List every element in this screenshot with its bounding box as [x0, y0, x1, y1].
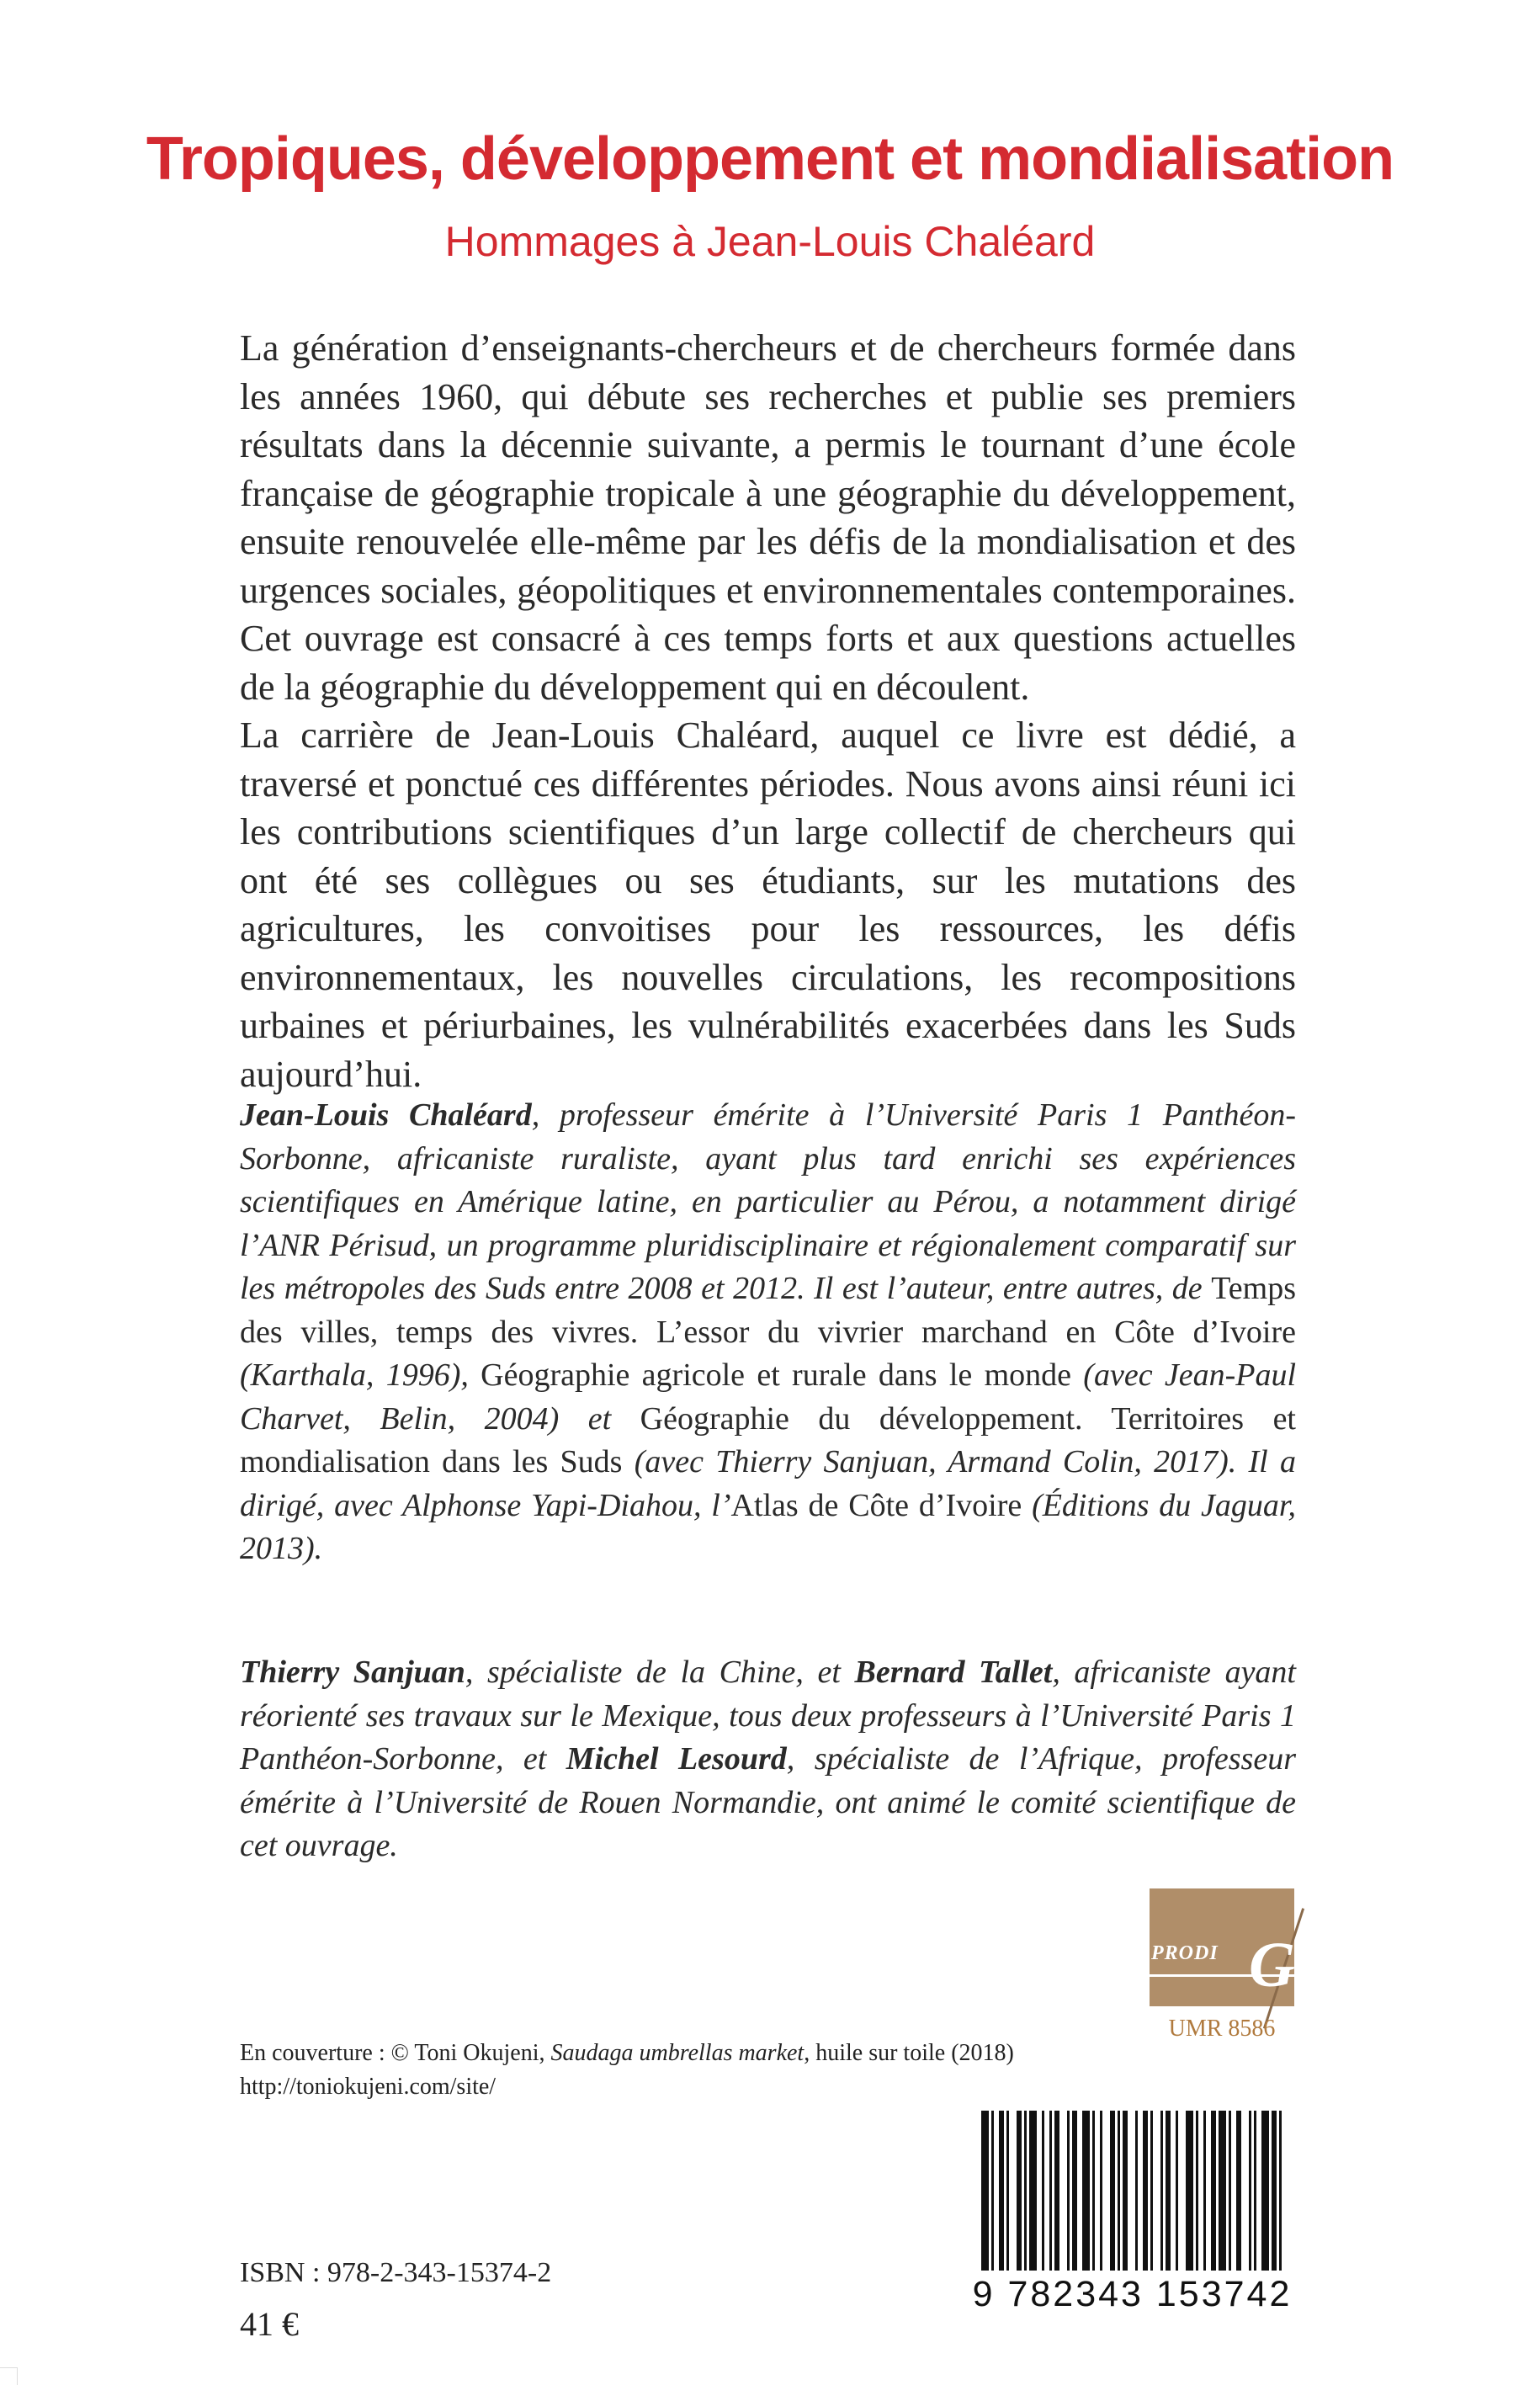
barcode-bar: [1236, 2111, 1241, 2271]
barcode-bar: [1279, 2111, 1282, 2271]
book-ref-3: Géographie du développement. Territoires et mondialisation dans les Suds: [240, 1400, 1296, 1479]
barcode-bar: [999, 2111, 1004, 2271]
barcode-bar: [1118, 2111, 1120, 2271]
barcode-digits: 9 782343 153742: [972, 2274, 1293, 2314]
barcode-bar: [1100, 2111, 1102, 2271]
barcode-bar: [1135, 2111, 1138, 2271]
book-title: Tropiques, développement et mondialisation: [146, 125, 1394, 193]
barcode-bar: [1110, 2111, 1115, 2271]
credit-suffix: , huile sur toile (2018): [804, 2040, 1014, 2066]
prodig-logo: [1150, 1888, 1294, 2006]
author-bio: [240, 1094, 1296, 1571]
barcode-bars: [966, 2107, 1298, 2276]
book-ref-2: Géographie agricole et rurale dans le monde: [481, 1357, 1072, 1393]
barcode-bar: [1203, 2111, 1206, 2271]
barcode-bar: [1166, 2111, 1171, 2271]
isbn: ISBN : 978-2-343-15374-2: [240, 2257, 552, 2288]
committee-name-3: Michel Lesourd: [566, 1741, 787, 1777]
author-name: Jean-Louis Chaléard: [240, 1097, 532, 1133]
bio-text-1: , professeur émérite à l’Université Paris 1 Panthéon-Sorbonne, africaniste ruraliste, ayant plus tard enrichi ses expériences scientifiques en Amérique latine, en particulier au Pérou, a notamment dirigé l’ANR Périsud, un programme pluridisciplinaire et régionalement comparatif sur les métropoles des Suds entre 2008 et 2012. Il est l’auteur, entre autres, de: [240, 1097, 1296, 1306]
barcode-bar: [1054, 2111, 1059, 2271]
committee-text-1: , spécialiste de la Chine, et: [465, 1655, 855, 1690]
committee-text-2: , africaniste ayant réorienté ses travaux sur le Mexique, tous deux professeurs à l’Université Paris 1 Panthéon-Sorbonne, et: [240, 1655, 1296, 1777]
barcode-bar: [1229, 2111, 1231, 2271]
bio-text-3: (avec Jean-Paul Charvet, Belin, 2004) et: [240, 1357, 1296, 1437]
book-subtitle: Hommages à Jean-Louis Chaléard: [444, 218, 1096, 265]
barcode-bar: [1150, 2111, 1153, 2271]
barcode-bar: [1067, 2111, 1070, 2271]
committee-text-3: , spécialiste de l’Afrique, professeur émérite à l’Université de Rouen Normandie, ont animé le comité scientifique de cet ouvrage.: [240, 1741, 1296, 1863]
cover-credit: [240, 2037, 1014, 2104]
blurb-paragraph-2: La carrière de Jean-Louis Chaléard, auquel ce livre est dédié, a traversé et ponctué ces différentes périodes. Nous avons ainsi réuni ici les contributions scientifiques d’un large collectif de chercheurs qui ont été ses collègues ou ses étudiants, sur les mutations des agricultures, les convoitises pour les ressources, les défis environnementaux, les nouvelles circulations, les recompositions urbaines et périurbaines, les vulnérabilités exacerbées dans les Suds aujourd’hui.: [240, 714, 1296, 1095]
blurb: [240, 324, 1296, 1098]
price: 41 €: [240, 2305, 299, 2343]
barcode-bar: [1017, 2111, 1022, 2271]
barcode-bar: [1211, 2111, 1216, 2271]
book-ref-4: Atlas de Côte d’Ivoire: [730, 1487, 1022, 1523]
bio-text-4: (avec Thierry Sanjuan, Armand Colin, 2017). Il a dirigé, avec Alphonse Yapi-Diahou, l’: [240, 1444, 1296, 1523]
barcode-bar: [1082, 2111, 1090, 2271]
barcode-bar: [1029, 2111, 1037, 2271]
book-ref-1: Temps des villes, temps des vivres. L’essor du vivrier marchand en Côte d’Ivoire: [240, 1271, 1296, 1350]
credit-work: Saudaga umbrellas market: [550, 2040, 805, 2066]
barcode-bar: [1049, 2111, 1052, 2271]
barcode-bar: [1072, 2111, 1077, 2271]
barcode-bar: [1024, 2111, 1027, 2271]
bio-text-2: (Karthala, 1996),: [240, 1357, 481, 1393]
barcode-bar: [1261, 2111, 1269, 2271]
credit-prefix: En couverture : © Toni Okujeni,: [240, 2040, 551, 2066]
committee-name-1: Thierry Sanjuan: [240, 1655, 465, 1690]
committee-text: [240, 1651, 1296, 1868]
barcode-bar: [1042, 2111, 1044, 2271]
barcode-bar: [1123, 2111, 1128, 2271]
barcode-bar: [1196, 2111, 1198, 2271]
credit-url: http://toniokujeni.com/site/: [240, 2074, 497, 2100]
barcode-bar: [1272, 2111, 1277, 2271]
credit-line: [240, 2037, 1014, 2070]
blurb-paragraph-1: La génération d’enseignants-chercheurs et de chercheurs formée dans les années 1960, qui débute ses recherches et publie ses premiers résultats dans la décennie suivante, a permis le tournant d’une école française de géographie tropicale à une géographie du développement, ensuite renouvelée elle-même par les défis de la mondialisation et des urgences sociales, géopolitiques et environnementales contemporaines. Cet ouvrage est consacré à ces temps forts et aux questions actuelles de la géographie du développement qui en découlent.: [240, 327, 1296, 708]
logo-letter: G: [1249, 1930, 1295, 2000]
barcode-bar: [1219, 2111, 1226, 2271]
barcode-bar: [1254, 2111, 1256, 2271]
barcode-bar: [991, 2111, 994, 2271]
barcode-bar: [1092, 2111, 1095, 2271]
umr-label: UMR 8586: [1168, 2016, 1276, 2042]
committee-name-2: Bernard Tallet: [854, 1655, 1053, 1690]
barcode-bar: [1186, 2111, 1193, 2271]
barcode-bar: [1176, 2111, 1178, 2271]
barcode: [966, 2107, 1298, 2336]
bio-text-5: (Éditions du Jaguar, 2013).: [240, 1487, 1296, 1566]
barcode-bar: [1143, 2111, 1148, 2271]
barcode-bar: [1249, 2111, 1251, 2271]
barcode-bar: [1006, 2111, 1009, 2271]
barcode-bar: [981, 2111, 989, 2271]
barcode-bar: [1160, 2111, 1163, 2271]
crop-mark: [0, 2367, 18, 2385]
logo-text: PRODI: [1151, 1942, 1219, 1964]
